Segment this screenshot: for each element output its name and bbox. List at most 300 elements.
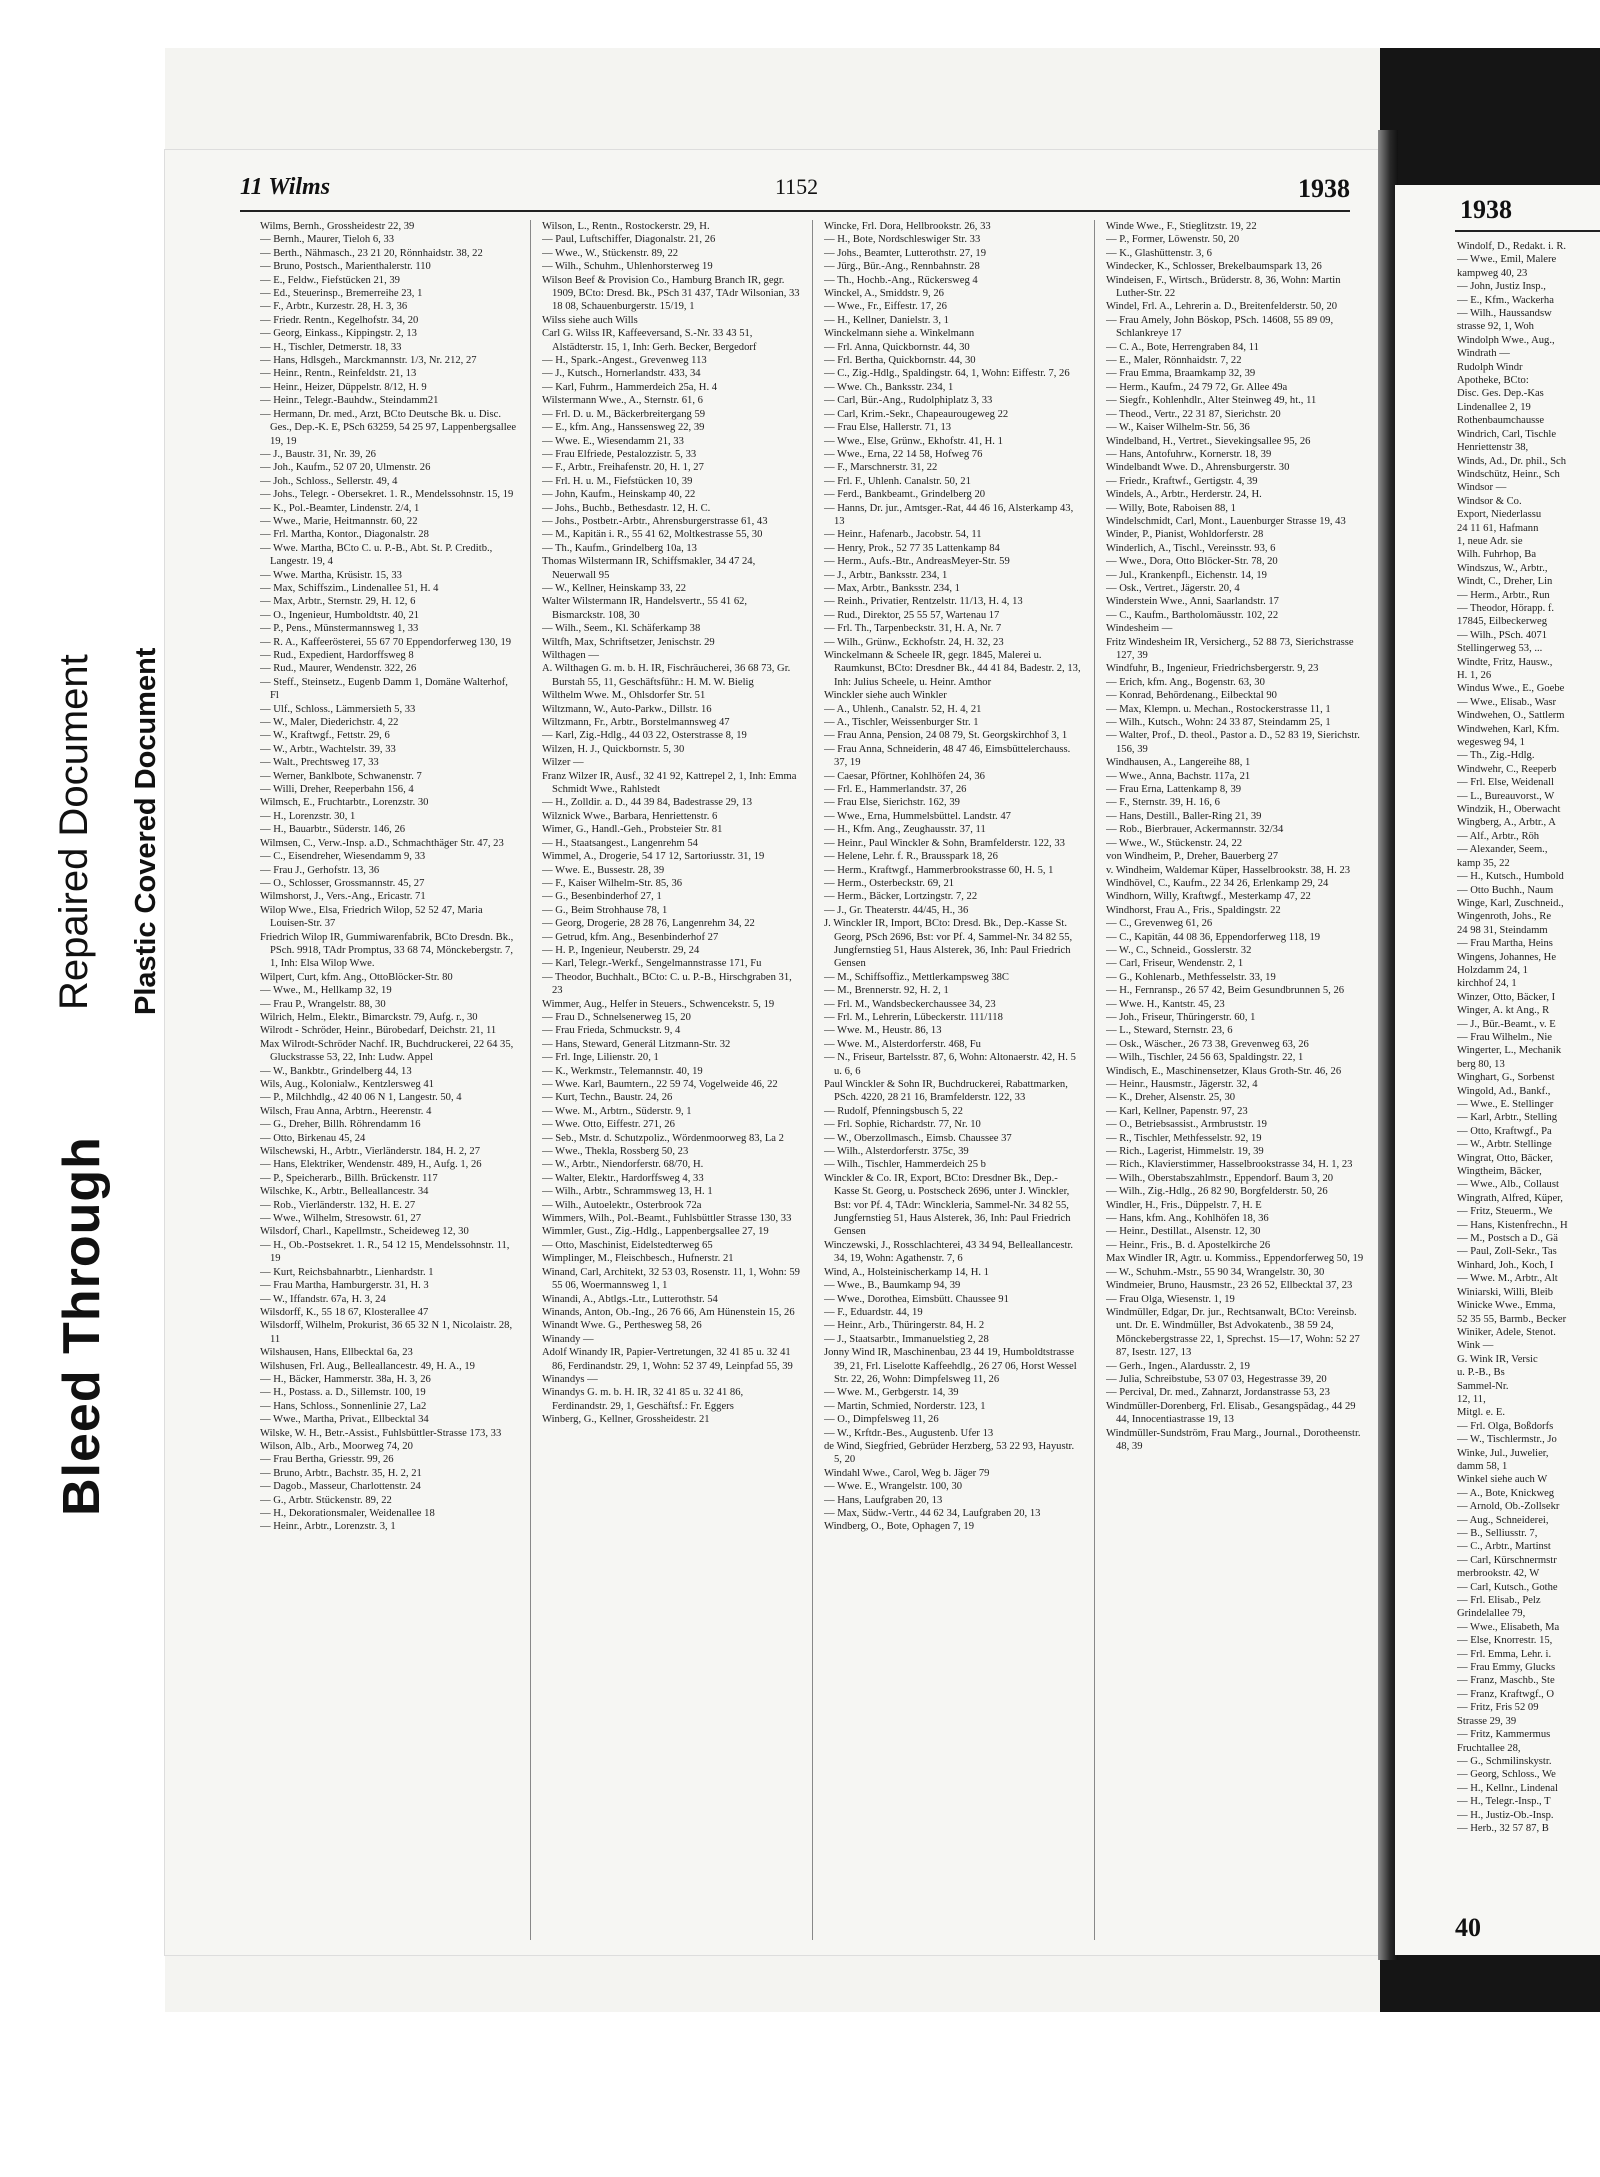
directory-entry: — H., Spark.-Angest., Grevenweg 113 bbox=[542, 355, 707, 367]
adjacent-page-number: 40 bbox=[1455, 1913, 1481, 1942]
directory-entry: — W., Maler, Diederichstr. 4, 22 bbox=[260, 717, 399, 729]
directory-entry: — C., Kaufm., Bartholomäusstr. 102, 22 bbox=[1106, 609, 1279, 621]
adjacent-entry: — Arnold, Ob.-Zollsekr bbox=[1457, 1501, 1560, 1513]
directory-entry: Winandi, A., Abtlgs.-Ltr., Lutterothstr. 54 bbox=[542, 1293, 718, 1305]
directory-entry: Windhausen, A., Langereihe 88, 1 bbox=[1106, 757, 1251, 769]
directory-entry: — W., Kaiser Wilhelm-Str. 56, 36 bbox=[1106, 422, 1250, 434]
adjacent-entry: — Theodor, Hörapp. f. bbox=[1457, 602, 1555, 614]
directory-entry: — F., Arbtr., Freihafenstr. 20, H. 1, 27 bbox=[542, 462, 704, 474]
directory-entry: Winands, Anton, Ob.-Ing., 26 76 66, Am Hünenstein 15, 26 bbox=[542, 1306, 795, 1318]
directory-entry: — Hans, Destill., Baller-Ring 21, 39 bbox=[1106, 810, 1262, 822]
directory-entry: — John, Kaufm., Heinskamp 40, 22 bbox=[542, 489, 696, 501]
directory-entry: — Frl. Martha, Kontor., Diagonalstr. 28 bbox=[260, 529, 429, 541]
adjacent-entry: — Hans, Kistenfrechn., H bbox=[1457, 1219, 1568, 1231]
directory-entry: Wilsdorff, K., 55 18 67, Klosterallee 47 bbox=[260, 1306, 429, 1318]
directory-entry: — Wwe., W., Stückenstr. 89, 22 bbox=[542, 247, 679, 259]
adjacent-entry: Export, Niederlassu bbox=[1457, 509, 1542, 521]
directory-entry: — Wwe. Karl, Baumtern., 22 59 74, Vogelweide 46, 22 bbox=[542, 1079, 778, 1090]
directory-entry: — Ed., Steuerinsp., Bremerreihe 23, 1 bbox=[260, 288, 423, 300]
directory-entry: Wilson, L., Rentn., Rostockerstr. 29, H. bbox=[542, 221, 710, 232]
directory-entry: Winand, Carl, Architekt, 32 53 03, Rosenstr. 11, 1, Wohn: 59 55 06, Woermannsweg 1, 1 bbox=[542, 1266, 800, 1292]
directory-entry: — Helene, Lehr. f. R., Brausspark 18, 26 bbox=[824, 851, 998, 863]
directory-entry: de Wind, Siegfried, Gebrüder Herzberg, 53 22 93, Hayustr. 5, 20 bbox=[824, 1440, 1075, 1466]
directory-entry: — Karl, Fuhrm., Hammerdeich 25a, H. 4 bbox=[542, 381, 718, 393]
scan-top-margin bbox=[0, 0, 1600, 48]
directory-entry: — Theod., Vertr., 22 31 87, Sierichstr. 20 bbox=[1106, 408, 1281, 420]
adjacent-entry: Rothenbaumchausse bbox=[1457, 415, 1545, 427]
directory-entry: — W., Schuhm.-Mstr., 55 90 34, Wrangelstr. 30, 30 bbox=[1106, 1266, 1325, 1278]
directory-entry: — Wwe., Dora, Otto Blöcker-Str. 78, 20 bbox=[1106, 556, 1278, 568]
adjacent-entry: Windrath — bbox=[1457, 348, 1510, 360]
directory-entry: — Wilh., Zig.-Hdlg., 26 82 90, Borgfelderstr. 50, 26 bbox=[1106, 1186, 1328, 1198]
directory-entry: — H., Ob.-Postsekret. 1. R., 54 12 15, Mendelssohnstr. 11, 19 bbox=[260, 1239, 510, 1265]
directory-entry: — Rud., Direktor, 25 55 57, Wartenau 17 bbox=[824, 609, 1000, 621]
directory-entry: — Frl. Sophie, Richardstr. 77, Nr. 10 bbox=[824, 1119, 981, 1131]
directory-entry: Wilrodt - Schröder, Heinr., Bürobedarf, Deichstr. 21, 11 bbox=[260, 1025, 497, 1037]
column-4 bbox=[1106, 220, 1364, 1940]
directory-entry: — Konrad, Behördenang., Eilbecktal 90 bbox=[1106, 690, 1277, 702]
directory-entry: Windisch, E., Maschinensetzer, Klaus Groth-Str. 46, 26 bbox=[1106, 1065, 1342, 1077]
directory-entry: — P., Pens., Münstermannsweg 1, 33 bbox=[260, 623, 419, 635]
directory-entry: — J., Staatsarbtr., Immanuelstieg 2, 28 bbox=[824, 1333, 989, 1345]
directory-entry: Windmüller-Dorenberg, Frl. Elisab., Gesangspädag., 44 29 44, Innocentiastrasse 19, 13 bbox=[1106, 1400, 1356, 1426]
directory-entry: Windfuhr, B., Ingenieur, Friedrichsbergerstr. 9, 23 bbox=[1106, 663, 1319, 675]
directory-entry: — Wwe. E., Wiesendamm 21, 33 bbox=[542, 435, 684, 447]
directory-entry: — Friedr. Rentn., Kegelhofstr. 34, 20 bbox=[260, 314, 419, 326]
adjacent-entry: — Frau Martha, Heins bbox=[1457, 938, 1553, 950]
directory-entry: — C., Zig.-Hdlg., Spaldingstr. 64, 1, Wohn: Eiffestr. 7, 26 bbox=[824, 368, 1070, 380]
directory-entry: — Kurt, Reichsbahnarbtr., Lienhardstr. 1 bbox=[260, 1266, 434, 1278]
directory-entry: — Wwe. H., Kantstr. 45, 23 bbox=[1106, 998, 1225, 1010]
adjacent-entry: Wingenroth, Johs., Re bbox=[1457, 911, 1552, 923]
directory-entry: — Wwe. M., Alsterdorferstr. 468, Fu bbox=[824, 1038, 981, 1050]
directory-entry: — Ulf., Schloss., Lämmersieth 5, 33 bbox=[260, 703, 416, 715]
directory-entry: — Berth., Nähmasch., 23 21 20, Rönnhaidstr. 38, 22 bbox=[260, 247, 483, 259]
directory-entry: — F., Eduardstr. 44, 19 bbox=[824, 1306, 923, 1318]
adjacent-entry: — Fritz, Steuerm., We bbox=[1457, 1206, 1553, 1218]
directory-entry: — Ferd., Bankbeamt., Grindelberg 20 bbox=[824, 489, 986, 501]
adjacent-entry: 17845, Eilbeckerweg bbox=[1457, 616, 1548, 628]
adjacent-entry: merbrookstr. 42, W bbox=[1457, 1568, 1540, 1580]
directory-entry: — H., Fernransp., 26 57 42, Beim Gesundbrunnen 5, 26 bbox=[1106, 985, 1345, 997]
adjacent-entry: Windrich, Carl, Tischle bbox=[1457, 428, 1557, 440]
directory-entry: — Max, Arbtr., Sternstr. 29, H. 12, 6 bbox=[260, 596, 416, 608]
directory-entry: — Getrud, kfm. Ang., Besenbinderhof 27 bbox=[542, 931, 719, 943]
directory-entry: — F., Kaiser Wilhelm-Str. 85, 36 bbox=[542, 877, 683, 889]
directory-entry: — Wilh., Alsterdorferstr. 375c, 39 bbox=[824, 1146, 969, 1158]
adjacent-entry: Winge, Karl, Zuschneid., bbox=[1457, 897, 1564, 909]
adjacent-entry: Windwehr, C., Reeperb bbox=[1457, 763, 1557, 775]
adjacent-entry: — Wilh., Haussandsw bbox=[1457, 308, 1552, 320]
adjacent-entry: — Franz, Kraftwgf., O bbox=[1457, 1688, 1555, 1700]
adjacent-entry: — John, Justiz Insp., bbox=[1457, 281, 1546, 293]
directory-entry: Windhorn, Willy, Kraftwgf., Mesterkamp 47, 22 bbox=[1106, 891, 1311, 903]
directory-entry: — Herm., Aufs.-Btr., AndreasMeyer-Str. 59 bbox=[824, 556, 1010, 568]
directory-entry: — Georg, Drogerie, 28 28 76, Langenrehm 34, 22 bbox=[542, 918, 755, 930]
directory-entry: — Karl, Zig.-Hdlg., 44 03 22, Osterstrasse 8, 19 bbox=[542, 730, 747, 742]
adjacent-entry: Wingberg, A., Arbtr., A bbox=[1457, 817, 1556, 829]
directory-entry: — Joh., Schloss., Sellerstr. 49, 4 bbox=[260, 475, 398, 487]
directory-entry: — Frau Anna, Pension, 24 08 79, St. Georgskirchhof 3, 1 bbox=[824, 730, 1068, 742]
directory-entry: — Karl, Telegr.-Werkf., Sengelmannstrasse 171, Fu bbox=[542, 958, 762, 970]
directory-entry: — Hans, Antofuhrw., Kornerstr. 18, 39 bbox=[1106, 448, 1272, 460]
directory-entry: — Frau Anna, Schneiderin, 48 47 46, Eimsbüttelerchauss. 37, 19 bbox=[824, 743, 1071, 769]
directory-entry: Winderlich, A., Tischl., Vereinsstr. 93, 6 bbox=[1106, 542, 1276, 554]
directory-entry: — Rud., Expedient, Hardorffsweg 8 bbox=[260, 650, 414, 661]
adjacent-entry: — H., Justiz-Ob.-Insp. bbox=[1457, 1809, 1554, 1821]
label-repaired-document: Repaired Document bbox=[52, 654, 96, 1010]
directory-entry: Winandys — bbox=[542, 1373, 598, 1385]
directory-entry: — Max, Klempn. u. Mechan., Rostockerstrasse 11, 1 bbox=[1106, 703, 1331, 715]
directory-entry: — Frau P., Wrangelstr. 88, 30 bbox=[260, 998, 386, 1010]
directory-entry: — Karl, Kellner, Papenstr. 97, 23 bbox=[1106, 1105, 1248, 1117]
adjacent-entry: 24 98 31, Steindamm bbox=[1457, 924, 1548, 936]
directory-entry: — H., Staatsangest., Langenrehm 54 bbox=[542, 837, 698, 849]
directory-entry: Windberg, O., Bote, Ophagen 7, 19 bbox=[824, 1521, 975, 1533]
directory-entry: — H., Lorenzstr. 30, 1 bbox=[260, 810, 356, 822]
directory-entry: Winckelmann siehe a. Winkelmann bbox=[824, 328, 975, 340]
adjacent-entry: Windsor — bbox=[1457, 482, 1507, 494]
directory-entry: — Wwe. Martha, Krüsistr. 15, 33 bbox=[260, 569, 402, 581]
directory-entry: — Wwe., Martha, Privat., Ellbecktal 34 bbox=[260, 1414, 429, 1426]
directory-entry: — H., Bauarbtr., Süderstr. 146, 26 bbox=[260, 824, 406, 836]
directory-entry: Wimplinger, M., Fleischbesch., Hufnerstr. 21 bbox=[542, 1253, 734, 1265]
directory-entry: — H., Kfm. Ang., Zeughausstr. 37, 11 bbox=[824, 824, 986, 836]
directory-entry: Jonny Wind IR, Maschinenbau, 23 44 19, Humboldtstrasse 39, 21, Frl. Liselotte Kaffeehdlg., 26 27 06, Horst Wessel Str. 22, 26, Wohn: Dimpfelsweg 11, 26 bbox=[824, 1347, 1077, 1385]
adjacent-entry: — Carl, Kutsch., Gothe bbox=[1457, 1581, 1558, 1593]
directory-entry: Wilmshorst, J., Vers.-Ang., Ericastr. 71 bbox=[260, 891, 426, 903]
adjacent-entry: Wink — bbox=[1457, 1340, 1494, 1352]
directory-entry: — Hans, Hdlsgeh., Marckmannstr. 1/3, Nr. 212, 27 bbox=[260, 355, 477, 367]
directory-entry: Wimmler, Gust., Zig.-Hdlg., Lappenbergsallee 27, 19 bbox=[542, 1226, 769, 1238]
directory-entry: — Johs., Buchb., Bethesdastr. 12, H. C. bbox=[542, 502, 711, 514]
adjacent-entry: Windwehen, O., Sattlerm bbox=[1457, 710, 1565, 722]
directory-entry: — Carl, Bür.-Ang., Rudolphiplatz 3, 33 bbox=[824, 395, 993, 407]
directory-entry: — Wwe. M., Arbtrn., Süderstr. 9, 1 bbox=[542, 1105, 692, 1117]
directory-entry: — A., Uhlenh., Canalstr. 52, H. 4, 21 bbox=[824, 703, 982, 715]
directory-entry: — Frau Elfriede, Pestalozzistr. 5, 33 bbox=[542, 448, 697, 460]
directory-entry: Wilthagen — bbox=[542, 650, 599, 661]
directory-entry: — Carl, Krim.-Sekr., Chapeaurougeweg 22 bbox=[824, 408, 1009, 420]
directory-entry: — Wilh., Oberstabszahlmstr., Eppendorf. Baum 3, 20 bbox=[1106, 1172, 1334, 1184]
adjacent-entry: — L., Bureauvorst., W bbox=[1457, 790, 1555, 802]
directory-page bbox=[165, 150, 1380, 1955]
page-header bbox=[240, 170, 1350, 212]
adjacent-entry: 1, neue Adr. sie bbox=[1457, 535, 1523, 547]
adjacent-entry: damm 58, 1 bbox=[1457, 1460, 1508, 1472]
directory-entry: — C., Kapitän, 44 08 36, Eppendorferweg 118, 19 bbox=[1106, 931, 1321, 943]
directory-entry: Windmüller-Sundström, Frau Marg., Journal., Dorotheenstr. 48, 39 bbox=[1106, 1427, 1361, 1452]
directory-entry: — Reinh., Privatier, Rentzelstr. 11/13, H. 4, 13 bbox=[824, 596, 1023, 608]
directory-entry: Winckler & Co. IR, Export, BCto: Dresdner Bk., Dep.-Kasse St. Georg, u. Postscheck 2696, unter J. Winckler, Bst: vor Pf. 4, TAdr: Winckleria, Sammel-Nr. 34 82 55, Jungfernstieg 51, Haus Alsterek, 36, Inh: Paul Friedrich Gensen bbox=[824, 1172, 1071, 1238]
directory-entry: — O., Ingenieur, Humboldtstr. 40, 21 bbox=[260, 609, 420, 621]
directory-entry: — Frl. Bertha, Quickbornstr. 44, 30 bbox=[824, 355, 976, 367]
directory-entry: — Wwe., B., Baumkamp 94, 39 bbox=[824, 1280, 961, 1292]
directory-entry: — Wwe. M., Gerbgerstr. 14, 39 bbox=[824, 1387, 959, 1399]
directory-entry: Wilschewski, H., Arbtr., Vierländerstr. 184, H. 2, 27 bbox=[260, 1146, 481, 1158]
adjacent-page-year: 1938 bbox=[1460, 195, 1512, 224]
adjacent-entry: Mitgl. e. E. bbox=[1457, 1407, 1505, 1419]
directory-entry: Winckler siehe auch Winkler bbox=[824, 690, 947, 702]
adjacent-entry: Wingtheim, Bäcker, bbox=[1457, 1166, 1542, 1178]
directory-entry: Wimmel, A., Drogerie, 54 17 12, Sartoriusstr. 31, 19 bbox=[542, 851, 765, 863]
directory-entry: — Wwe., Erna, 22 14 58, Hofweg 76 bbox=[824, 448, 983, 460]
adjacent-entry: kamp 35, 22 bbox=[1457, 857, 1510, 869]
adjacent-entry: Windzik, H., Oberwacht bbox=[1457, 804, 1561, 816]
directory-entry: — W., Krftdr.-Bes., Augustenb. Ufer 13 bbox=[824, 1427, 994, 1439]
directory-entry: — O., Betriebsassist., Armbruststr. 19 bbox=[1106, 1119, 1267, 1131]
directory-entry: — Heinr., Arb., Thüringerstr. 84, H. 2 bbox=[824, 1320, 985, 1332]
directory-entry: Windhövel, C., Kaufm., 22 34 26, Erlenkamp 29, 24 bbox=[1106, 877, 1329, 889]
directory-columns bbox=[260, 220, 1364, 1940]
adjacent-entry: — Aug., Schneiderei, bbox=[1457, 1514, 1549, 1526]
directory-entry: — M., Schiffsoffiz., Mettlerkampsweg 38C bbox=[824, 971, 1009, 983]
directory-entry: — Martin, Schmied, Norderstr. 123, 1 bbox=[824, 1400, 986, 1412]
adjacent-entry: Windszus, W., Arbtr., bbox=[1457, 562, 1548, 574]
directory-entry: Windler, H., Fris., Düppelstr. 7, H. E bbox=[1106, 1199, 1262, 1211]
directory-entry: — P., Speicherarb., Billh. Brückenstr. 117 bbox=[260, 1172, 438, 1184]
directory-entry: Wilznick Wwe., Barbara, Henriettenstr. 6 bbox=[542, 810, 718, 822]
directory-entry: — Julia, Schreibstube, 53 07 03, Hegestrasse 39, 20 bbox=[1106, 1373, 1327, 1385]
directory-entry: — Wwe. Otto, Eiffestr. 271, 26 bbox=[542, 1119, 675, 1131]
directory-entry: — H., Postass. a. D., Sillemstr. 100, 19 bbox=[260, 1387, 426, 1399]
directory-entry: Windmeier, Bruno, Hausmstr., 23 26 52, Ellbecktal 37, 23 bbox=[1106, 1280, 1353, 1292]
directory-entry: — Percival, Dr. med., Zahnarzt, Jordanstrasse 53, 23 bbox=[1106, 1387, 1330, 1399]
directory-entry: — Wwe., Anna, Bachstr. 117a, 21 bbox=[1106, 770, 1251, 782]
directory-entry: Wilrich, Helm., Elektr., Bimarckstr. 79, Aufg. r., 30 bbox=[260, 1011, 478, 1023]
directory-entry: Wiltzmann, W., Auto-Parkw., Dillstr. 16 bbox=[542, 703, 712, 715]
directory-entry: — C., Eisendreher, Wiesendamm 9, 33 bbox=[260, 851, 426, 863]
directory-entry: — Rich., Klavierstimmer, Hasselbrookstrasse 34, H. 1, 23 bbox=[1106, 1159, 1353, 1171]
adjacent-entry: Winzer, Otto, Bäcker, I bbox=[1457, 991, 1556, 1003]
directory-entry: — L., Steward, Sternstr. 23, 6 bbox=[1106, 1025, 1233, 1037]
directory-entry: Wilpert, Curt, kfm. Ang., OttoBlöcker-Str. 80 bbox=[260, 971, 453, 983]
directory-entry: — Frl. Inge, Lilienstr. 20, 1 bbox=[542, 1052, 659, 1064]
directory-entry: — Paul, Luftschiffer, Diagonalstr. 21, 26 bbox=[542, 234, 716, 246]
directory-entry: — K., Werkmstr., Telemannstr. 40, 19 bbox=[542, 1065, 703, 1077]
directory-entry: — Frau Bertha, Griesstr. 99, 26 bbox=[260, 1454, 394, 1466]
directory-entry: — Johs., Beamter, Lutterothstr. 27, 19 bbox=[824, 247, 986, 259]
directory-entry: Windeisen, F., Wirtsch., Brüderstr. 8, 36, Wohn: Martin Luther-Str. 22 bbox=[1106, 274, 1341, 300]
directory-entry: — Jul., Krankenpfl., Eichenstr. 14, 19 bbox=[1106, 569, 1267, 581]
directory-entry: — Frau Martha, Hamburgerstr. 31, H. 3 bbox=[260, 1280, 429, 1292]
adjacent-entry: Stellingerweg 53, ... bbox=[1457, 643, 1543, 655]
directory-entry: Carl G. Wilss IR, Kaffeeversand, S.-Nr. 33 43 51, Alstädterstr. 15, 1, Inh: Gerh. Becker, Bergedorf bbox=[542, 328, 757, 353]
adjacent-entry: Sammel-Nr. bbox=[1457, 1380, 1509, 1392]
directory-entry: — E., Maler, Rönnhaidstr. 7, 22 bbox=[1106, 355, 1242, 367]
page-number: 1152 bbox=[775, 174, 819, 199]
directory-entry: — Wwe. E., Wrangelstr. 100, 30 bbox=[824, 1481, 963, 1493]
directory-entry: Windahl Wwe., Carol, Weg b. Jäger 79 bbox=[824, 1467, 990, 1479]
directory-entry: — Wilh., Tischler, 24 56 63, Spaldingstr. 22, 1 bbox=[1106, 1052, 1304, 1064]
directory-entry: Winandt Wwe. G., Perthesweg 58, 26 bbox=[542, 1320, 702, 1332]
adjacent-entry: — M., Postsch a D., Gä bbox=[1457, 1233, 1558, 1245]
directory-entry: — Johs., Postbetr.-Arbtr., Ahrensburgerstrasse 61, 43 bbox=[542, 515, 768, 527]
directory-entry: — Gerh., Ingen., Alardusstr. 2, 19 bbox=[1106, 1360, 1250, 1372]
directory-entry: — Wwe., Thekla, Rossberg 50, 23 bbox=[542, 1146, 689, 1158]
label-plastic-covered: Plastic Covered Document bbox=[130, 647, 162, 1015]
adjacent-entry: Grindelallee 79, bbox=[1457, 1608, 1526, 1620]
directory-entry: — Heinr., Fris., B. d. Apostelkirche 26 bbox=[1106, 1239, 1271, 1251]
column-divider bbox=[1094, 220, 1095, 1940]
directory-entry: Wilms, Bernh., Grossheidestr 22, 39 bbox=[260, 221, 415, 232]
directory-entry: — Wilh., Tischler, Hammerdeich 25 b bbox=[824, 1159, 986, 1171]
adjacent-entry: 24 11 61, Hafmann bbox=[1457, 522, 1539, 534]
column-2 bbox=[542, 220, 800, 1940]
directory-entry: — Walter, Prof., D. theol., Pastor a. D., 52 83 19, Sierichstr. 156, 39 bbox=[1106, 730, 1360, 755]
adjacent-entry: — Wilh., PSch. 4071 bbox=[1457, 629, 1548, 641]
directory-entry: — J., Kutsch., Hornerlandstr. 433, 34 bbox=[542, 368, 701, 380]
directory-entry: Windecker, K., Schlosser, Brekelbaumspark 13, 26 bbox=[1106, 261, 1322, 273]
directory-entry: Windhorst, Frau A., Fris., Spaldingstr. 22 bbox=[1106, 904, 1281, 916]
directory-entry: — Wilh., Schuhm., Uhlenhorsterweg 19 bbox=[542, 261, 713, 273]
directory-entry: — Frl. F., Uhlenh. Canalstr. 50, 21 bbox=[824, 475, 971, 487]
directory-entry: Windelschmidt, Carl, Mont., Lauenburger Strasse 19, 43 bbox=[1106, 515, 1346, 527]
directory-entry: — Wwe., Fr., Eiffestr. 17, 26 bbox=[824, 301, 947, 313]
directory-entry: Winckel, A., Smiddstr. 9, 26 bbox=[824, 288, 944, 300]
adjacent-entry: strasse 92, 1, Woh bbox=[1457, 321, 1534, 333]
directory-entry: Winder, P., Pianist, Wohldorferstr. 28 bbox=[1106, 529, 1264, 541]
adjacent-entry: — Georg, Schloss., We bbox=[1457, 1769, 1556, 1781]
directory-entry: — Frau Erna, Lattenkamp 8, 39 bbox=[1106, 784, 1242, 796]
directory-entry: — Frau Else, Hallerstr. 71, 13 bbox=[824, 422, 952, 434]
adjacent-entry: Holzdamm 24, 1 bbox=[1457, 964, 1528, 976]
adjacent-entry: Wilh. Fuhrhop, Ba bbox=[1457, 549, 1537, 561]
directory-entry: — Max, Südw.-Vertr., 44 62 34, Laufgraben 20, 13 bbox=[824, 1508, 1041, 1519]
directory-entry: — Wwe., Else, Grünw., Ekhofstr. 41, H. 1 bbox=[824, 435, 1003, 447]
adjacent-entry: — Wwe., Emil, Malere bbox=[1457, 254, 1557, 266]
directory-entry: — Heinr., Destillat., Alsenstr. 12, 30 bbox=[1106, 1226, 1261, 1238]
directory-entry: Wilshausen, Hans, Ellbecktal 6a, 23 bbox=[260, 1347, 413, 1359]
adjacent-entry: — W., Tischlermstr., Jo bbox=[1457, 1434, 1557, 1446]
adjacent-entry: — Th., Zig.-Hdlg. bbox=[1457, 750, 1535, 762]
directory-entry: Windelband, H., Vertret., Sievekingsallee 95, 26 bbox=[1106, 435, 1311, 447]
adjacent-entry: Apotheke, BCto: bbox=[1457, 375, 1529, 387]
directory-entry: — Wwe., Dorothea, Eimsbütt. Chaussee 91 bbox=[824, 1293, 1009, 1305]
adjacent-entry: Windt, C., Dreher, Lin bbox=[1457, 576, 1553, 588]
directory-entry: — A., Tischler, Weissenburger Str. 1 bbox=[824, 717, 979, 729]
directory-entry: — Hans, Schloss., Sonnenlinie 27, La2 bbox=[260, 1400, 427, 1412]
directory-entry: — Max, Schiffszim., Lindenallee 51, H. 4 bbox=[260, 582, 439, 594]
directory-entry: — Steff., Steinsetz., Eugenb Damm 1, Domäne Walterhof, Fl bbox=[260, 676, 508, 702]
directory-entry: — Heinr., Rentn., Reinfeldstr. 21, 13 bbox=[260, 368, 417, 380]
adjacent-entry: — Frl. Elisab., Pelz bbox=[1457, 1595, 1541, 1607]
adjacent-entry: — Wwe., E. Stellinger bbox=[1457, 1099, 1554, 1110]
directory-entry: Winberg, G., Kellner, Grossheidestr. 21 bbox=[542, 1414, 710, 1426]
directory-entry: Wilop Wwe., Elsa, Friedrich Wilop, 52 52 47, Maria Louisen-Str. 37 bbox=[260, 904, 483, 930]
directory-entry: — H. P., Ingenieur, Neuberstr. 29, 24 bbox=[542, 944, 700, 956]
adjacent-entry: Lindenallee 2, 19 bbox=[1457, 401, 1531, 413]
directory-entry: — Otto, Maschinist, Eidelstedterweg 65 bbox=[542, 1239, 713, 1251]
directory-entry: — Wwe. Martha, BCto C. u. P.-B., Abt. St. P. Creditb., Langestr. 19, 4 bbox=[260, 542, 493, 568]
adjacent-entry: — Wwe., Alb., Collaust bbox=[1457, 1179, 1559, 1191]
directory-entry: — Rob., Bierbrauer, Ackermannstr. 32/34 bbox=[1106, 824, 1284, 836]
label-bleed-through: Bleed Through bbox=[53, 1136, 111, 1516]
column-1 bbox=[260, 220, 518, 1940]
directory-entry: Adolf Winandy IR, Papier-Vertretungen, 32 41 85 u. 32 41 86, Ferdinandstr. 29, 1, Wohn: 52 37 49, Leinpfad 55, 39 bbox=[542, 1347, 793, 1372]
adjacent-entry: — Carl, Kürschnermstr bbox=[1457, 1554, 1557, 1566]
directory-entry: Wils, Aug., Kolonialw., Kentzlersweg 41 bbox=[260, 1079, 434, 1090]
adjacent-entry: Wingrat, Otto, Bäcker, bbox=[1457, 1152, 1553, 1164]
directory-entry: — Heinr., Heizer, Düppelstr. 8/12, H. 9 bbox=[260, 381, 427, 393]
directory-entry: Windesheim — bbox=[1106, 623, 1173, 635]
directory-entry: — Rob., Vierländerstr. 132, H. E. 27 bbox=[260, 1199, 416, 1211]
directory-entry: — M., Brennerstr. 92, H. 2, 1 bbox=[824, 985, 949, 997]
directory-entry: — Hans, kfm. Ang., Kohlhöfen 18, 36 bbox=[1106, 1213, 1269, 1225]
adjacent-entry: 52 35 55, Barmb., Becker bbox=[1457, 1313, 1567, 1325]
directory-entry: Winandys G. m. b. H. IR, 32 41 85 u. 32 41 86, Ferdinandstr. 29, 1, Geschäftsf.: Fr. Eggers bbox=[542, 1387, 744, 1412]
directory-entry: Winde Wwe., F., Stieglitzstr. 19, 22 bbox=[1106, 221, 1257, 232]
adjacent-entry: — Wwe., Elisab., Wasr bbox=[1457, 696, 1557, 708]
directory-entry: — Herm., Kaufm., 24 79 72, Gr. Allee 49a bbox=[1106, 381, 1288, 393]
directory-entry: — H., Bäcker, Hammerstr. 38a, H. 3, 26 bbox=[260, 1373, 431, 1385]
adjacent-entry: Winghart, G., Sorbenst bbox=[1457, 1072, 1555, 1084]
directory-entry: Winczewski, J., Rosschlachterei, 43 34 94, Belleallancestr. 34, 19, Wohn: Agathenstr. 7, 6 bbox=[824, 1239, 1074, 1265]
directory-entry: Wilschke, K., Arbtr., Belleallancestr. 34 bbox=[260, 1186, 429, 1198]
directory-entry: A. Wilthagen G. m. b. H. IR, Fischräucherei, 36 68 73, Gr. Burstah 55, 11, Geschäftsführ.: H. M. W. Bielig bbox=[542, 663, 791, 688]
directory-entry: — Wilh., Grünw., Eckhofstr. 24, H. 32, 23 bbox=[824, 636, 1004, 648]
directory-entry: — M., Kapitän i. R., 55 41 62, Moltkestrasse 55, 30 bbox=[542, 529, 763, 541]
directory-entry: Wilsdorf, Charl., Kapellmstr., Scheideweg 12, 30 bbox=[260, 1226, 469, 1238]
directory-entry: — Willy, Bote, Raboisen 88, 1 bbox=[1106, 502, 1236, 514]
directory-entry: — F., Marschnerstr. 31, 22 bbox=[824, 462, 938, 474]
directory-entry: Wilsdorff, Wilhelm, Prokurist, 36 65 32 N 1, Nicolaistr. 28, 11 bbox=[260, 1320, 513, 1345]
directory-entry: — Hans, Elektriker, Wendenstr. 489, H., Aufg. 1, 26 bbox=[260, 1159, 482, 1171]
directory-entry: — Osk., Wäscher., 26 73 38, Grevenweg 63, 26 bbox=[1106, 1038, 1309, 1050]
adjacent-page bbox=[1395, 185, 1600, 1955]
adjacent-entry: Windolf, D., Redakt. i. R. bbox=[1457, 241, 1567, 252]
directory-entry: — J., Arbtr., Banksstr. 234, 1 bbox=[824, 569, 948, 581]
adjacent-entry: Wingold, Ad., Bankf., bbox=[1457, 1085, 1551, 1097]
adjacent-entry: — Fritz, Kammermus bbox=[1457, 1729, 1551, 1741]
adjacent-entry: — Karl, Arbtr., Stelling bbox=[1457, 1112, 1558, 1124]
directory-entry: Thomas Wilstermann IR, Schiffsmakler, 34 47 24, Neuerwall 95 bbox=[542, 556, 756, 581]
directory-entry: — Kurt, Techn., Baustr. 24, 26 bbox=[542, 1092, 673, 1104]
directory-entry: Wilzen, H. J., Quickbornstr. 5, 30 bbox=[542, 743, 685, 755]
adjacent-entry: Wingens, Johannes, He bbox=[1457, 951, 1557, 963]
directory-entry: — Wwe., M., Hellkamp 32, 19 bbox=[260, 985, 392, 997]
directory-entry: — Wwe., Erna, Hummelsbüttel. Landstr. 47 bbox=[824, 810, 1011, 822]
column-divider bbox=[812, 220, 813, 1940]
directory-entry: — Siegfr., Kohlenhdlr., Alter Steinweg 49, ht., 11 bbox=[1106, 395, 1317, 407]
directory-entry: — Wilh., Kutsch., Wohn: 24 33 87, Steindamm 25, 1 bbox=[1106, 717, 1331, 729]
directory-entry: — Caesar, Pförtner, Kohlhöfen 24, 36 bbox=[824, 770, 985, 782]
adjacent-entry: Wingerter, L., Mechanik bbox=[1457, 1045, 1562, 1057]
adjacent-entry: Winiarski, Willi, Bleib bbox=[1457, 1286, 1554, 1298]
adjacent-entry: — Herm., Arbtr., Run bbox=[1457, 589, 1550, 601]
directory-entry: — H., Kellner, Danielstr. 3, 1 bbox=[824, 314, 949, 326]
adjacent-entry: Winiker, Adele, Stenot. bbox=[1457, 1326, 1556, 1338]
adjacent-entry: — Frau Wilhelm., Nie bbox=[1457, 1031, 1553, 1043]
directory-entry: — Frau Frieda, Schmuckstr. 9, 4 bbox=[542, 1025, 681, 1037]
directory-entry: Wilson Beef & Provision Co., Hamburg Branch IR, gegr. 1909, BCto: Dresd. Bk., PSch 31 437, TAdr Wilsonian, 33 18 08, Schauenburgerstr. 15/19, 1 bbox=[542, 274, 800, 313]
directory-entry: — Theodor, Buchhalt., BCto: C. u. P.-B., Hirschgraben 31, 23 bbox=[542, 971, 792, 997]
directory-entry: Wilstermann Wwe., A., Sternstr. 61, 6 bbox=[542, 395, 703, 407]
adjacent-entry: — Alexander, Seem., bbox=[1457, 844, 1548, 856]
directory-entry: — G., Kohlenarb., Methfesselstr. 33, 19 bbox=[1106, 971, 1276, 983]
adjacent-entry: 12, 11, bbox=[1457, 1393, 1486, 1405]
directory-entry: — H., Zolldir. a. D., 44 39 84, Badestrasse 29, 13 bbox=[542, 797, 753, 809]
directory-entry: Wiltfh, Max, Schriftsetzer, Jenischstr. 29 bbox=[542, 636, 715, 648]
directory-entry: Wilss siehe auch Wills bbox=[542, 314, 638, 326]
directory-entry: Winckelmann & Scheele IR, gegr. 1845, Malerei u. Raumkunst, BCto: Dresdner Bk., 44 41 84, Badestr. 2, 13, Inh: Julius Scheele, u. Heinr. Amthor bbox=[824, 650, 1081, 688]
directory-entry: von Windheim, P., Dreher, Bauerberg 27 bbox=[1106, 851, 1279, 863]
adjacent-entry: — H., Kutsch., Humbold bbox=[1457, 871, 1564, 883]
directory-entry: — Heinr., Paul Winckler & Sohn, Bramfelderstr. 122, 33 bbox=[824, 837, 1065, 849]
adjacent-entry: u. P.-B., Bs bbox=[1457, 1367, 1505, 1379]
directory-entry: — Wwe. E., Bussestr. 28, 39 bbox=[542, 864, 665, 876]
directory-entry: — W., Oberzollmasch., Eimsb. Chaussee 37 bbox=[824, 1132, 1012, 1144]
